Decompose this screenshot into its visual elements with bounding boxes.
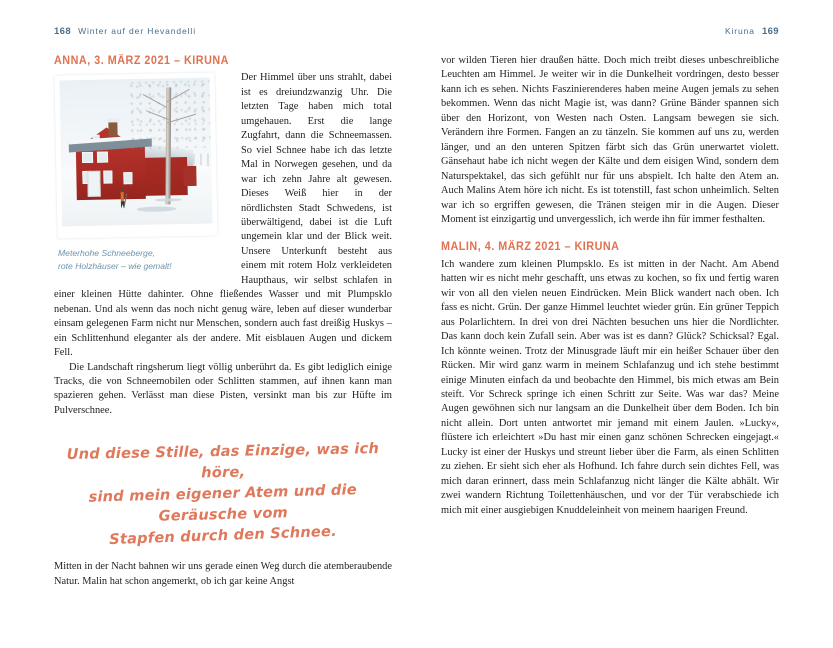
paragraph-anna-3: Mitten in der Nacht bahnen wir uns gerade einen Weg durch die atemberaubende Natur. Malin hat schon angemerkt, ob ich gar keine Angst <box>54 561 392 587</box>
photo-chimney <box>108 121 117 137</box>
photo-window-4 <box>103 170 112 183</box>
figure-caption-line-1: Meterhohe Schneeberge, <box>58 248 155 259</box>
page-number-right: 169 <box>761 26 779 37</box>
pull-quote-line-1: Und diese Stille, das Einzige, was ich höre, <box>66 440 380 482</box>
heading-malin: MALIN, 4. MÄRZ 2021 – KIRUNA <box>441 240 620 254</box>
photo-shed <box>183 166 197 187</box>
running-head-right <box>725 26 779 37</box>
right-text-column <box>441 54 779 518</box>
heading-anna: ANNA, 3. MÄRZ 2021 – KIRUNA <box>54 54 229 67</box>
paragraph-anna-2: Die Landschaft ringsherum liegt völlig unberührt da. Es gibt lediglich einige Tracks, die von Schneemobilen oder Schlitten stammen, auf ihnen kann man spazieren gehen. Verlässt man diese Pisten, versinkt man bis zur Hüfte im Pulverschnee. <box>54 361 392 416</box>
paragraph-anna-continued: vor wilden Tieren hier draußen hätte. Doch mich treibt dieses unbeschreibliche Leuchten am Himmel. Je weiter wir in die Dunkelheit vordringen, desto besser kann ich es sehen. Nichts Faszinierenderes haben meine Augen jemals zu sehen bekommen. Wenn das nicht Magie ist, was dann? Grüne Bänder spannen sich über den Horizont, von Westen nach Osten. Langsam bewegen sie sich. Verändern ihre Formen. Fangen an zu tänzeln. Sie kommen auf uns zu, werden länger, und an den unteren Spitzen färbt sich das Grün unerwartet violett. Gänsehaut habe ich nicht wegen der Kälte und dem eisigen Wind, sondern dem Naturspektakel, das sich gefühlt nur für uns abspielt. Ich halte den Atem an. Auch Malins Atem höre ich nicht. Es ist totenstill, fast schon unheimlich. Selten war ich so ergriffen gewesen, die Tränen steigen mir in die Augen. Dieser Moment ist einzigartig und unvergesslich, ich werde ihn für immer festhalten. <box>441 55 779 225</box>
running-head-left-title: Winter auf der Hevandelli <box>78 26 196 36</box>
figure-caption <box>58 247 230 272</box>
paragraph-malin-1: Ich wandere zum kleinen Plumpsklo. Es ist mitten in der Nacht. Am Abend hatten wir es nicht mehr geschafft, uns etwas zu kochen, so fix und fertig waren wir von all den vielen neuen Eindrücken. Mein Blick wandert nach oben. Ich fass es nicht. Grün. Der ganze Himmel leuchtet wieder grün. Ein grüner Teppich aus Polarlichtern. In drei von drei Nächten besuchen uns hier die Nordlichter. Das kann doch kein Zufall sein. Aber was ist es dann? Glück? Schicksal? Egal. Ich könnte weinen. Trotz der Minusgrade läuft mir ein heißer Schauer über den Rücken. Mir wird ganz warm in meinem Schlafanzug und ich stehe bestimmt einige Minuten einfach da und beobachte den Himmel, bis mich etwas am Bein steift. Vor Schreck springe ich einen Schritt zur Seite. Was war das? Meine Augen gewöhnen sich nur langsam an die Dunkelheit über dem Boden. Ich bin nicht allein. Dort unten antwortet mir jemand mit einem Jaulen. »Lucky«, flüstere ich erleichtert »Du hast mir einen ganz schönen Schrecken eingejagt.« Lucky ist einer der Huskys und streunt lieber über die Farm, als einen Schlitten zu ziehen. Er sieht sich eher als Hofhund. Ich fahre durch sein dichtes Fell, was mich daran erinnert, dass mein Schlafanzug nicht länger die Kälte abhält. Wir zwei wandern Richtung Toilettenhäuschen, und vor der Tür verabschiede ich mich mit einer ausgiebigen Knuddeleinheit von meinem haarigen Freund. <box>441 258 779 516</box>
running-head-right-title: Kiruna <box>724 26 755 36</box>
left-text-column <box>54 54 392 589</box>
pull-quote <box>54 440 392 549</box>
running-head-left <box>54 26 196 37</box>
paragraph-anna-1: Der Himmel über uns strahlt, dabei ist es dreiundzwanzig Uhr. Die letzten Tage haben mich total umgehauen. Erst die lange Zugfahrt, dann die Schneemassen. So viel Schnee habe ich das letzte Mal in Norwegen gesehen, und da war ich zehn Jahre alt gewesen. Dieses Weiß hier in der nördlichsten Stadt Schwedens, ist überwältigend, dabei ist die Luft ungemein klar und der Blick weit. Unsere Unterkunft besteht aus einem mit rotem Holz verkleideten Haupthaus, wir selbst schlafen in einer kleinen Hütte dahinter. Ohne fließendes Wasser und mit Plumpsklo nebenan. Und als wenn das noch nicht genug wäre, leben auf dieser wunderbar einsam gelegenen Farm nicht nur Menschen, sondern auch fast dreißig Huskys – ein Schlittenhund eleganter als der andere. Mit eisblauen Augen und dickem Fell. <box>54 72 392 359</box>
figure-caption-line-2: rote Holzhäuser – wie gemalt! <box>58 260 172 271</box>
photo-window-5 <box>123 173 132 185</box>
pull-quote-line-2: sind mein eigener Atem und die Geräusche vom <box>88 481 358 526</box>
figure-snow-house <box>54 74 230 272</box>
photo-snow-house-image <box>60 78 213 227</box>
photo-birch-trunk <box>165 88 171 205</box>
page-number-left: 168 <box>54 26 72 37</box>
photo-door <box>87 171 101 198</box>
pull-quote-line-3: Stapfen durch den Schnee. <box>108 523 338 549</box>
photo-frame <box>54 73 217 239</box>
photo-window-2 <box>97 152 108 164</box>
photo-window-1 <box>82 152 93 164</box>
